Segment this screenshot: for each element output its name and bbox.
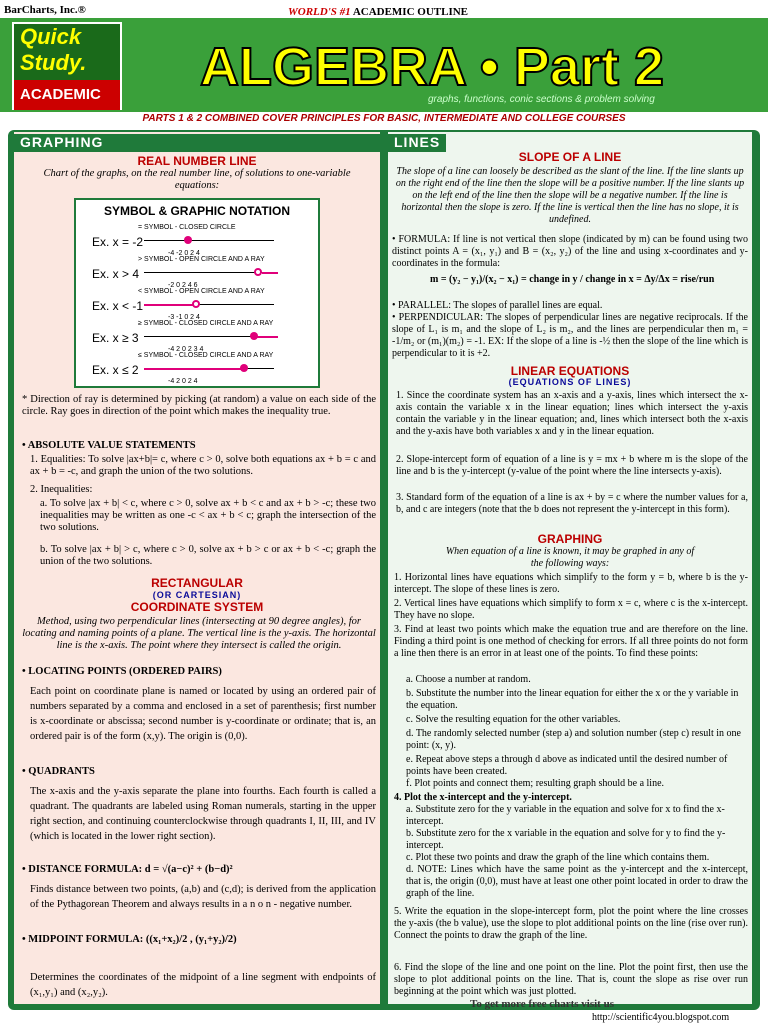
locating-heading: • LOCATING POINTS (ORDERED PAIRS) bbox=[22, 666, 222, 677]
row-label: Ex. x = -2 bbox=[92, 235, 144, 249]
number-line bbox=[144, 240, 274, 241]
ray-left bbox=[144, 368, 244, 370]
graphing-lines-heading: GRAPHING bbox=[537, 532, 603, 546]
graph-3c: c. Solve the resulting equation for the other variables. bbox=[406, 714, 621, 725]
quadrants-description: The x-axis and the y-axis separate the plane into fourths. Each fourth is called a quadrant. The quadrants are labeled using Roman numerals, starting in the upper right section, and continuing counterclockwise through quadrants I, II, III, and IV (which is located in the lower right section). bbox=[30, 786, 376, 842]
row-ticks: -2 0 2 4 6 bbox=[168, 282, 198, 289]
subtitle: graphs, functions, conic sections & problem solving bbox=[428, 94, 655, 105]
linear-1: 1. Since the coordinate system has an x-axis and a y-axis, lines which intersect the x-axis contain the variable x in the linear equation; lines which intersect the y-axis contain the variable y in the linear equation; and, lines which intersect both the x-axis and the y-axis have both variables x and y in the linear equation. bbox=[396, 390, 748, 437]
row-caption: ≥ SYMBOL - CLOSED CIRCLE AND A RAY bbox=[138, 320, 274, 327]
row-caption: = SYMBOL - CLOSED CIRCLE bbox=[138, 224, 236, 231]
notation-row bbox=[84, 224, 314, 257]
graph-4b: b. Substitute zero for the x variable in the equation and solve for y to find the y-intercept. bbox=[406, 828, 726, 851]
midpoint-description: Determines the coordinates of the midpoint of a line segment with endpoints of (x₁,y₁) and (x₂,y₂). bbox=[30, 972, 376, 998]
main-title: ALGEBRA • Part 2 bbox=[200, 37, 664, 97]
linear-2: 2. Slope-intercept form of equation of a line is y = mx + b where m is the slope of the line and b is the y-intercept (y-value of the point where the line intersects y-axis). bbox=[396, 454, 748, 477]
graph-4c: c. Plot these two points and draw the graph of the line which contains them. bbox=[406, 852, 710, 863]
slope-formula-text: • FORMULA: If line is not vertical then slope (indicated by m) can be found using two distinct points A = (x₁, y₁) and B = (x₂, y₂) of the line and using x-coordinates and y-coordinates in the formula: bbox=[392, 234, 748, 269]
lines-header: LINES bbox=[388, 134, 446, 152]
logo-line2: Study. bbox=[20, 50, 87, 75]
ray-note: * Direction of ray is determined by picking (at random) a value on each side of the circle. Ray goes in direction of the point which makes the inequality true. bbox=[22, 394, 376, 417]
ray-right bbox=[262, 272, 278, 274]
quickstudy-logo bbox=[12, 22, 122, 110]
notation-row bbox=[84, 288, 314, 321]
row-caption: ≤ SYMBOL - CLOSED CIRCLE AND A RAY bbox=[138, 352, 274, 359]
abs-1: 1. Equalities: To solve |ax+b|= c, where c > 0, solve both equations ax + b = c and ax + b = -c, and graph the union of the two solutions. bbox=[30, 454, 376, 477]
abs-2: 2. Inequalities: bbox=[30, 484, 93, 495]
row-label: Ex. x ≥ 3 bbox=[92, 331, 139, 345]
ray-left bbox=[144, 304, 194, 306]
notation-box-title: SYMBOL & GRAPHIC NOTATION bbox=[104, 204, 290, 218]
graph-4d: d. NOTE: Lines which have the same point as the y-intercept and the x-intercept, that is, the origin (0,0), must have at least one other point located in order to draw the graph of the line. bbox=[406, 864, 748, 899]
graph-3: 3. Find at least two points which make the equation true and are therefore on the line. Finding a third point is one method of checking for errors. If all three points do not form a line then there is an error in at least one of the points. To find these points: bbox=[394, 624, 748, 659]
notation-row bbox=[84, 256, 314, 289]
parallel-rule: • PARALLEL: The slopes of parallel lines are equal. bbox=[392, 300, 603, 311]
rectangular-heading: RECTANGULAR bbox=[151, 576, 243, 590]
graph-2: 2. Vertical lines have equations which simplify to form x = c, where c is the x-intercept. They have no slope. bbox=[394, 598, 748, 621]
row-caption: > SYMBOL - OPEN CIRCLE AND A RAY bbox=[138, 256, 265, 263]
closed-circle-icon bbox=[250, 332, 258, 340]
closed-circle-icon bbox=[184, 236, 192, 244]
row-label: Ex. x < -1 bbox=[92, 299, 144, 313]
graph-5: 5. Write the equation in the slope-intercept form, plot the point where the line crosses the y-axis (the b value), use the slope to plot additional points on the line (rise over run). Connect the points to draw the graph of the line. bbox=[394, 906, 748, 941]
real-number-line-heading: REAL NUMBER LINE bbox=[137, 154, 257, 168]
logo-line1: Quick bbox=[20, 24, 82, 49]
perpendicular-rule: • PERPENDICULAR: The slopes of perpendicular lines are negative reciprocals. If the slope of L₁ is m₁ and the slope of L₂ is m₂, and the lines are perpendicular then m₁ = -1/m₂ or (m₁)(m₂) = -1. EX: If the slope of a line is -½ then the slope of the line which is perpendicular to it is +2. bbox=[392, 312, 748, 359]
footer-url[interactable]: http://scientific4you.blogspot.com bbox=[592, 1012, 730, 1023]
graph-6: 6. Find the slope of the line and one point on the line. Plot the point first, then use the slope to plot additional points on the line. That is, count the slope as rise over run beginning at the point which was just plotted. bbox=[394, 962, 748, 997]
slope-description: The slope of a line can loosely be described as the slant of the line. If the line slants up on the right end of the line then the slope will be a positive number. If the line slants up on the left end of the line then the slope will be a negative number. If the line is horizontal then the slope is zero. If the line is vertical then the line has no slope, it is undefined. bbox=[395, 166, 745, 225]
tagline-red: WORLD'S #1 bbox=[288, 6, 351, 18]
logo-academic: ACADEMIC bbox=[14, 80, 120, 110]
row-ticks: -4 2 0 2 3 4 bbox=[168, 346, 204, 353]
graphing-header: GRAPHING bbox=[14, 134, 380, 152]
graph-4: 4. Plot the x-intercept and the y-intercept. bbox=[394, 792, 572, 803]
abs-heading: • ABSOLUTE VALUE STATEMENTS bbox=[22, 440, 196, 451]
abs-2a: a. To solve |ax + b| < c, where c > 0, solve ax + b < c and ax + b > -c; these two inequalities may be written as one -c < ax + b < c; graph the intersection of the two solutions. bbox=[40, 498, 376, 533]
row-label: Ex. x ≤ 2 bbox=[92, 363, 139, 377]
graph-3e: e. Repeat above steps a through d above as indicated until the desired number of points have been created. bbox=[406, 754, 728, 777]
notation-row bbox=[84, 320, 314, 353]
linear-3: 3. Standard form of the equation of a line is ax + by = c where the number values for a, b, and c are integers (note that the b does not represent the y-intercept in this form). bbox=[396, 492, 748, 515]
linear-equations-subheading: (EQUATIONS OF LINES) bbox=[508, 377, 632, 387]
locating-description: Each point on coordinate plane is named or located by using an ordered pair of numbers separated by a comma and enclosed in a set of parenthesis; first number is x-coordinate or abscissa; second number is y-coordinate or ordinate; that is, an ordered pair is of the form (x,y). The origin is (0,0). bbox=[30, 686, 376, 742]
graphing-lines-description: When equation of a line is known, it may be graphed in any of the following ways: bbox=[445, 546, 695, 569]
open-circle-icon bbox=[254, 268, 262, 276]
notation-box bbox=[74, 198, 320, 388]
row-ticks: -4 2 0 2 4 bbox=[168, 378, 198, 385]
graph-3b: b. Substitute the number into the linear equation for either the x or the y variable in the equation. bbox=[406, 688, 739, 711]
row-ticks: -3 -1 0 2 4 bbox=[168, 314, 200, 321]
distance-description: Finds distance between two points, (a,b) and (c,d); is derived from the application of the Pythagorean Theorem and always results in a n o n - negative number. bbox=[30, 884, 376, 910]
rnl-description: Chart of the graphs, on the real number line, of solutions to one-variable equations: bbox=[43, 168, 351, 191]
notation-row bbox=[84, 352, 314, 385]
graph-4a: a. Substitute zero for the y variable in the equation and solve for x to find the x-intercept. bbox=[406, 804, 725, 827]
coordinate-system-heading: COORDINATE SYSTEM bbox=[130, 600, 264, 614]
graph-3d: d. The randomly selected number (step a) and solution number (step c) result in one point: (x, y). bbox=[406, 728, 741, 751]
open-circle-icon bbox=[192, 300, 200, 308]
abs-2b: b. To solve |ax + b| > c, where c > 0, solve ax + b > c or ax + b < -c; graph the union of the two solutions. bbox=[40, 544, 376, 567]
slope-heading: SLOPE OF A LINE bbox=[518, 150, 622, 164]
row-caption: < SYMBOL - OPEN CIRCLE AND A RAY bbox=[138, 288, 265, 295]
slope-formula-equation: m = (y₂ − y₁)/(x₂ − x₁) = change in y / change in x = Δy/Δx = rise/run bbox=[430, 274, 715, 285]
midpoint-formula: • MIDPOINT FORMULA: ((x₁+x₂)/2 , (y₁+y₂)/2) bbox=[22, 934, 237, 945]
graph-1: 1. Horizontal lines have equations which simplify to the form y = b, where b is the y-intercept. The slope of these lines is zero. bbox=[394, 572, 748, 595]
graph-3a: a. Choose a number at random. bbox=[406, 674, 531, 685]
footer-promo: To get more free charts visit us bbox=[470, 998, 614, 1010]
coord-description: Method, using two perpendicular lines (intersecting at 90 degree angles), for locating and naming points of a plane. The vertical line is the y-axis. The horizontal line is the x-axis. The point where they intersect is called the origin. bbox=[22, 616, 376, 651]
closed-circle-icon bbox=[240, 364, 248, 372]
cover-strip: PARTS 1 & 2 COMBINED COVER PRINCIPLES FOR BASIC, INTERMEDIATE AND COLLEGE COURSES bbox=[142, 113, 626, 124]
brand-name: BarCharts, Inc.® bbox=[4, 4, 86, 16]
row-ticks: -4 -2 0 2 4 bbox=[168, 250, 200, 257]
graph-3f: f. Plot points and connect them; resulting graph should be a line. bbox=[406, 778, 665, 789]
quadrants-heading: • QUADRANTS bbox=[22, 766, 95, 777]
top-tagline bbox=[288, 6, 468, 18]
cartesian-subheading: (OR CARTESIAN) bbox=[152, 590, 242, 600]
distance-formula: • DISTANCE FORMULA: d = √(a−c)² + (b−d)² bbox=[22, 864, 233, 875]
linear-equations-heading: LINEAR EQUATIONS bbox=[510, 364, 630, 378]
row-label: Ex. x > 4 bbox=[92, 267, 140, 281]
tagline-black: ACADEMIC OUTLINE bbox=[352, 6, 469, 18]
